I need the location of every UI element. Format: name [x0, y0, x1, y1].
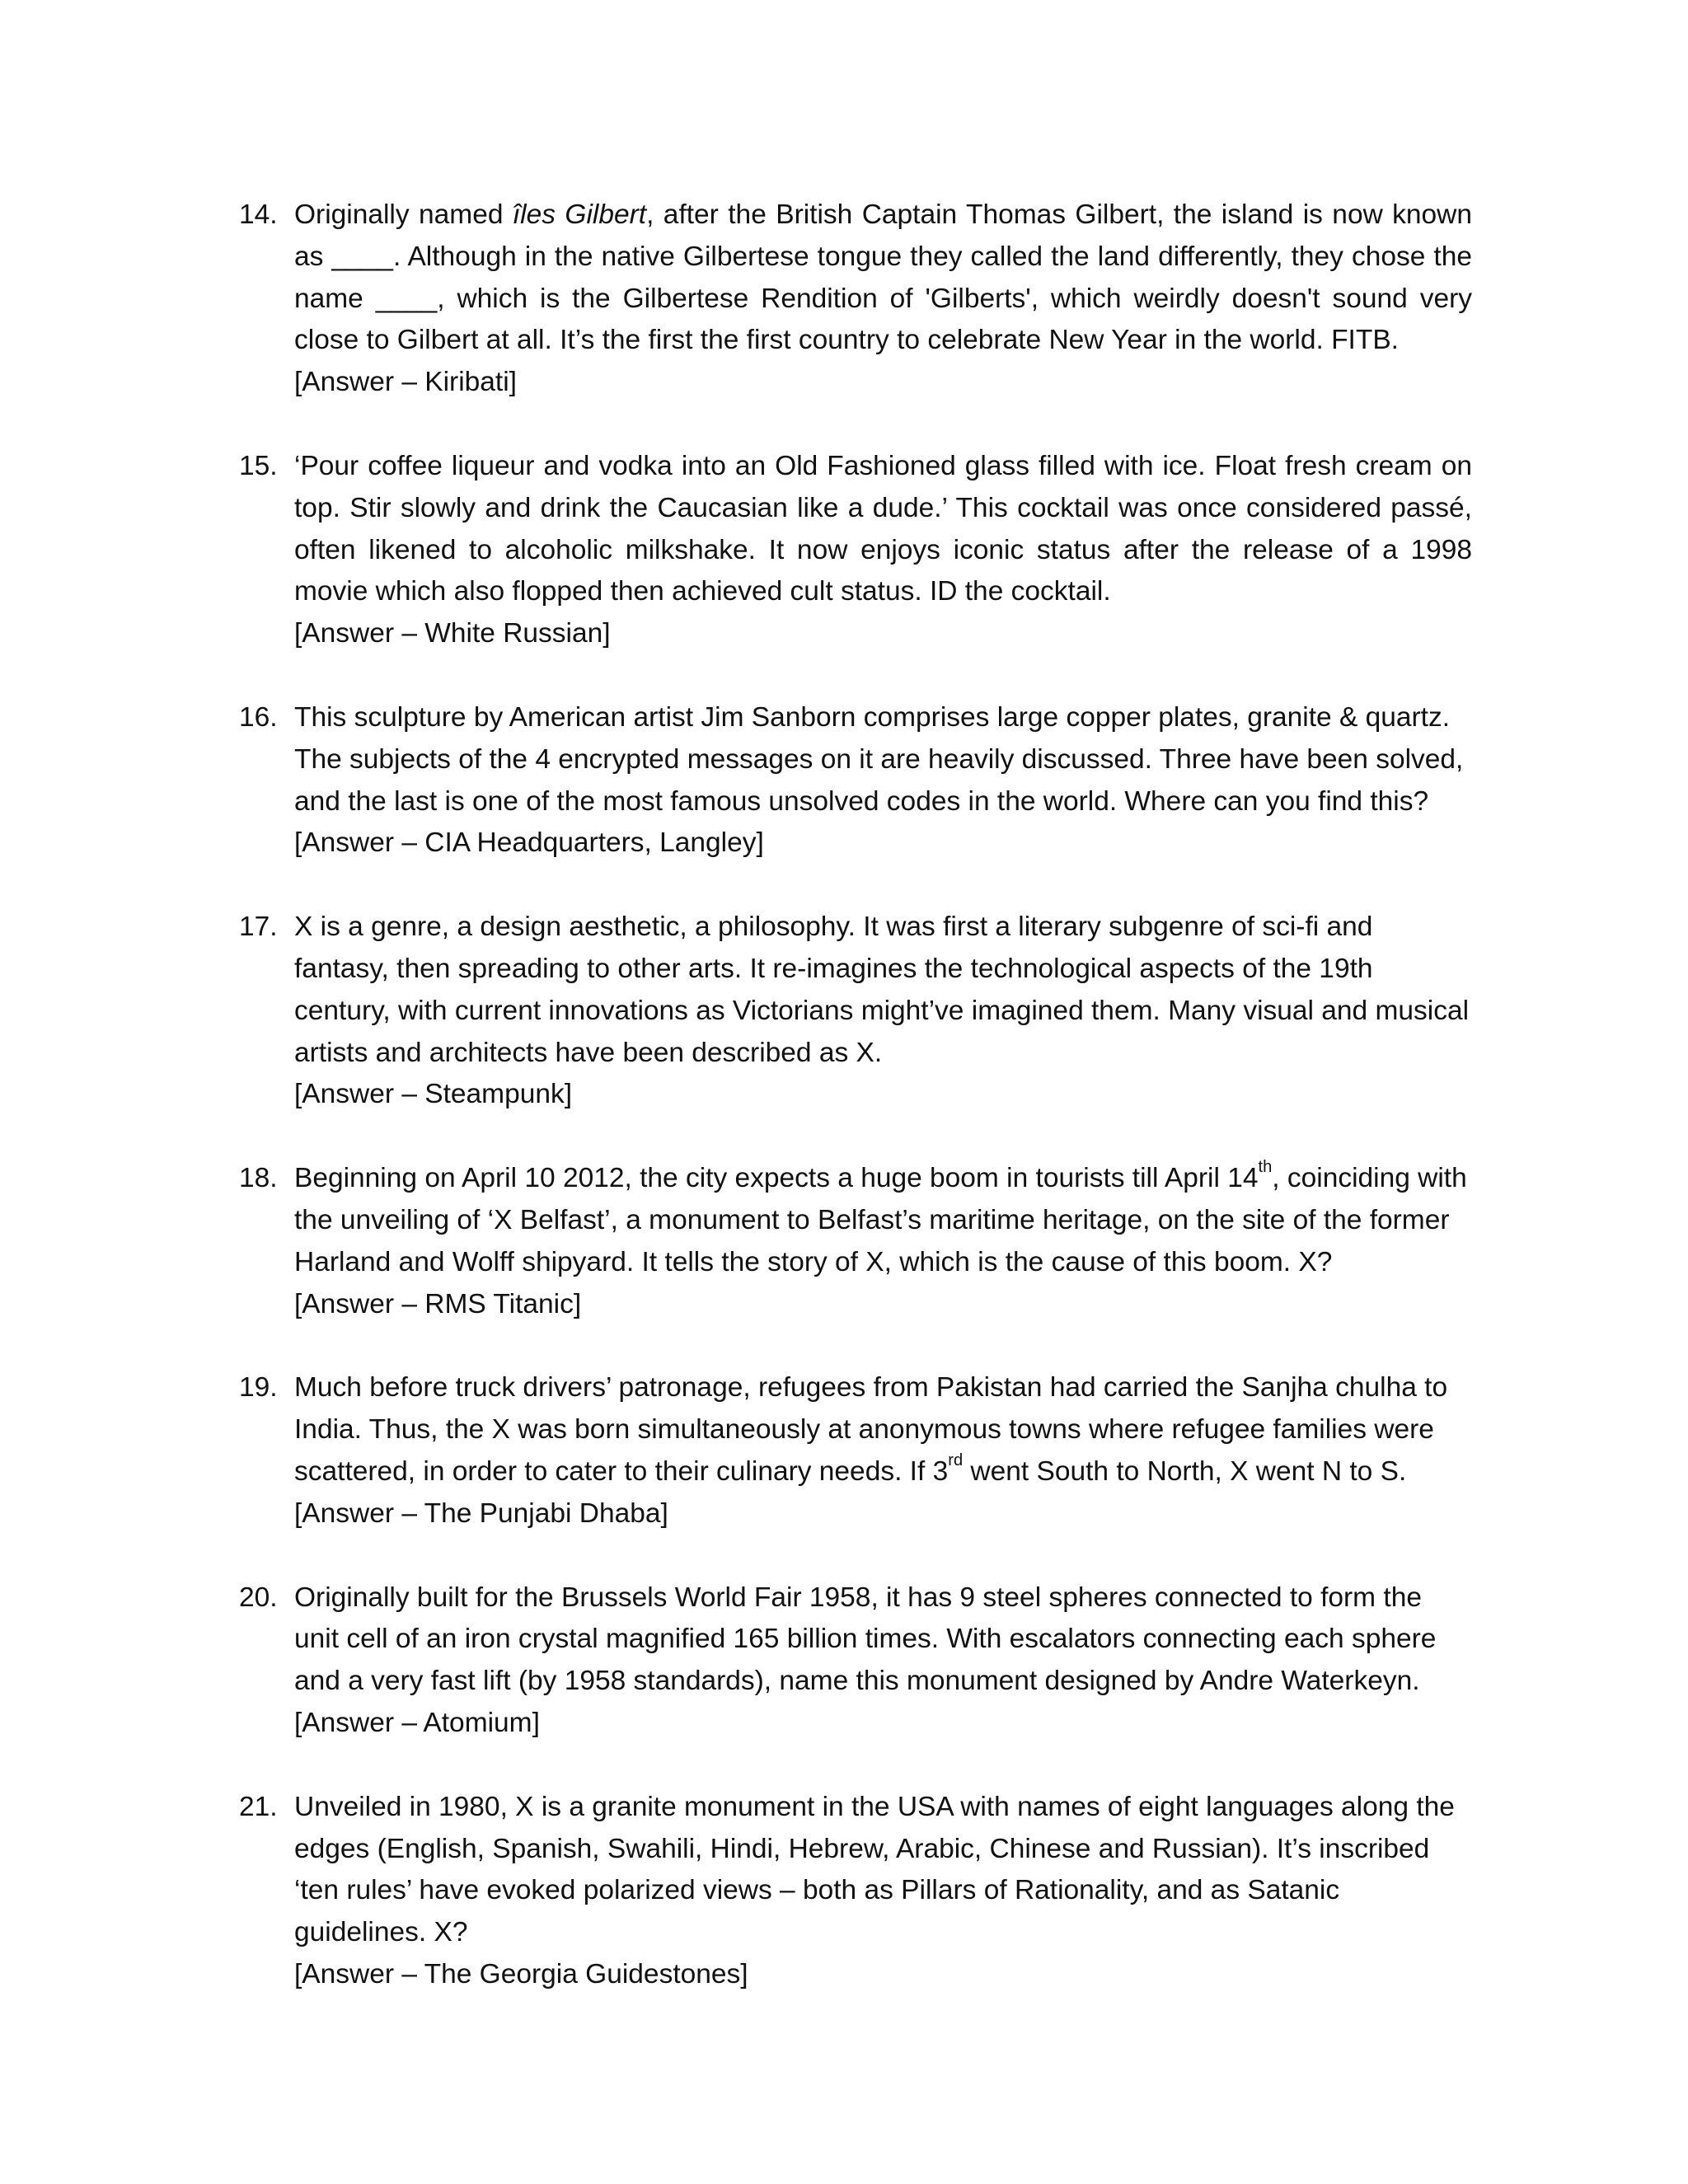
question-number: 16. — [239, 701, 278, 733]
answer: [Answer – CIA Headquarters, Langley] — [294, 827, 764, 859]
question-text: Unveiled in 1980, X is a granite monument in the USA with names of eight languages along the edges (English, Spanish, Swahili, Hindi, Hebrew, Arabic, Chinese and Russian). It’s inscribed ‘ten rules’ have evoked polarized views – both as Pillars of Rationality, and as Satanic guidelines. X? — [294, 1791, 1455, 1948]
question-20 — [239, 1577, 1472, 1745]
question-15 — [239, 446, 1472, 655]
question-text-start: Beginning on April 10 2012, the city expects a huge boom in tourists till April 14 — [294, 1163, 1259, 1194]
question-text: Originally built for the Brussels World Fair 1958, it has 9 steel spheres connected to form the unit cell of an iron crystal magnified 165 billion times. With escalators connecting each sphere and a very fast lift (by 1958 standards), name this monument designed by Andre Waterkeyn. — [294, 1582, 1437, 1697]
answer: [Answer – White Russian] — [294, 618, 611, 649]
question-number: 20. — [239, 1582, 278, 1613]
question-text-italic: îles Gilbert — [512, 199, 647, 230]
question-number: 21. — [239, 1791, 278, 1822]
answer: [Answer – Atomium] — [294, 1707, 540, 1738]
question-text-end: , coinciding with the unveiling of ‘X Belfast’, a monument to Belfast’s maritime heritage, on the site of the former Harland and Wolff shipyard. It tells the story of X, which is the cause of this boom. X? — [294, 1163, 1467, 1277]
answer: [Answer – The Georgia Guidestones] — [294, 1958, 748, 1990]
question-text-start: Much before truck drivers’ patronage, refugees from Pakistan had carried the Sanjha chulha to India. Thus, the X was born simultaneously at anonymous towns where refugee families were scattered, in order to cater to their culinary needs. If 3 — [294, 1372, 1448, 1487]
answer: [Answer – The Punjabi Dhaba] — [294, 1497, 668, 1529]
question-list — [239, 194, 1472, 2038]
answer: [Answer – Kiribati] — [294, 367, 517, 398]
question-text — [294, 1158, 1472, 1283]
question-number: 17. — [239, 912, 278, 943]
question-17 — [239, 907, 1472, 1116]
question-21 — [239, 1787, 1472, 1996]
question-text-end: , after the British Captain Thomas Gilbert, the island is now known as ____. Although in the native Gilbertese tongue they called the land differently, they chose the name ____, which is the Gilbertese Rendition of 'Gilberts', which weirdly doesn't sound very close to Gilbert at all. It’s the first the first country to celebrate New Year in the world. FITB. — [294, 199, 1473, 356]
answer: [Answer – Steampunk] — [294, 1079, 573, 1110]
question-14 — [239, 194, 1472, 404]
question-number: 19. — [239, 1372, 278, 1404]
question-18 — [239, 1158, 1472, 1325]
question-text: ‘Pour coffee liqueur and vodka into an Old Fashioned glass filled with ice. Float fresh cream on top. Stir slowly and drink the Caucasian like a dude.’ This cocktail was once considered passé, often likened to alcoholic milkshake. It now enjoys iconic status after the release of a 1998 movie which also flopped then achieved cult status. ID the cocktail. — [294, 450, 1472, 607]
question-number: 18. — [239, 1163, 278, 1194]
question-text-end: went South to North, X went N to S. — [963, 1455, 1407, 1487]
question-text-start: Originally named — [294, 199, 513, 230]
question-19 — [239, 1367, 1472, 1535]
ordinal-suffix: rd — [948, 1451, 964, 1469]
question-text — [294, 194, 1472, 362]
question-text — [294, 1367, 1472, 1493]
question-text: X is a genre, a design aesthetic, a philosophy. It was first a literary subgenre of sci-fi and fantasy, then spreading to other arts. It re-imagines the technological aspects of the 19th century, with current innovations as Victorians might’ve imagined them. Many visual and musical artists and architects have been described as X. — [294, 912, 1470, 1068]
question-16 — [239, 697, 1472, 865]
question-number: 14. — [239, 199, 278, 230]
ordinal-suffix: th — [1258, 1158, 1273, 1177]
answer: [Answer – RMS Titanic] — [294, 1288, 582, 1319]
question-number: 15. — [239, 450, 278, 481]
question-text: This sculpture by American artist Jim Sanborn comprises large copper plates, granite & quartz. The subjects of the 4 encrypted messages on it are heavily discussed. Three have been solved, and the last is one of the most famous unsolved codes in the world. Where can you find this? — [294, 701, 1464, 817]
